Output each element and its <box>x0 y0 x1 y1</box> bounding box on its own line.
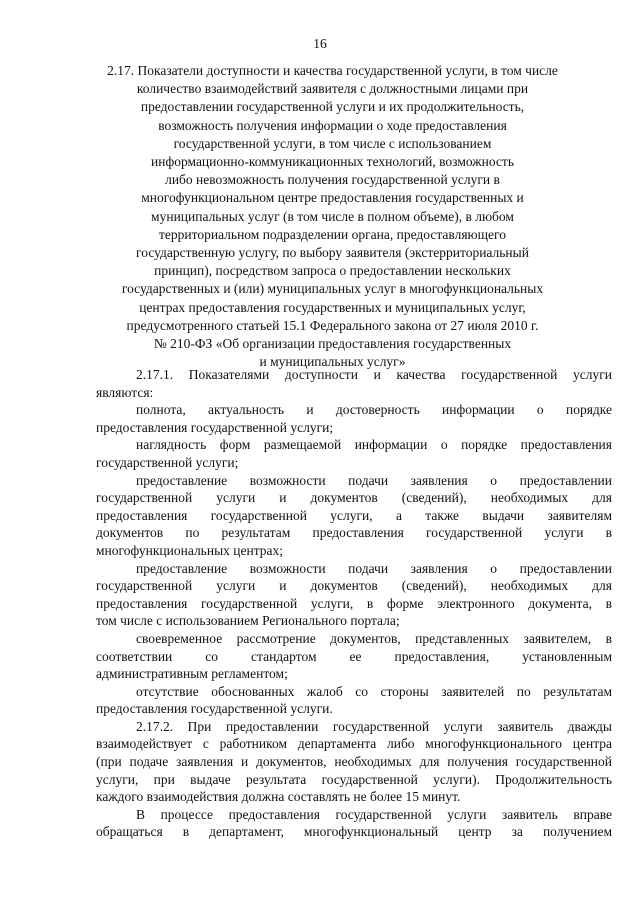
heading-line: количество взаимодействий заявителя с должностными лицами при <box>136 81 529 97</box>
text-line: предоставления государственной услуги, а также выдачи заявителям <box>96 507 612 523</box>
heading-line: предусмотренного статьей 15.1 Федерального закона от 27 июля 2010 г. <box>126 317 539 333</box>
heading-line: либо невозможность получения государственной услуги в <box>165 172 500 188</box>
text-line: обращаться в департамент, многофункциональный центр за получением <box>96 824 612 840</box>
section-heading <box>80 62 585 371</box>
text-line: государственной услуги и документов (сведений), необходимых для <box>96 490 612 506</box>
heading-line: предоставлении государственной услуги и их продолжительность, <box>140 99 525 115</box>
text-line: 2.17.1. Показателями доступности и качества государственной услуги <box>136 367 612 382</box>
page-number: 16 <box>313 36 327 51</box>
heading-line: многофункциональном центре предоставления государственных и <box>141 190 524 206</box>
heading-line: информационно-коммуникационных технологий, возможность <box>151 154 514 170</box>
text-line: административным регламентом; <box>96 666 288 682</box>
heading-line: муниципальных услуг (в том числе в полном объеме), в любом <box>151 208 514 224</box>
list-item <box>96 436 612 471</box>
text-line: предоставление возможности подачи заявления о предоставлении <box>136 560 612 576</box>
text-line: государственной услуги; <box>96 454 239 470</box>
text-line: каждого взаимодействия должна составлять не более 15 минут. <box>96 789 461 805</box>
heading-line: государственной услуги, в том числе с использованием <box>173 135 492 151</box>
text-line: услуги, при выдаче результата государственной услуги). Продолжительность <box>96 771 612 787</box>
text-line: государственной услуги и документов (сведений), необходимых для <box>96 578 612 594</box>
heading-line: 2.17. Показатели доступности и качества государственной услуги, в том числе <box>107 63 558 78</box>
list-item <box>96 630 612 683</box>
heading-line: государственных и (или) муниципальных услуг в многофункциональных <box>121 281 544 297</box>
text-line: В процессе предоставления государственной услуги заявитель вправе <box>136 806 612 822</box>
heading-line: и муниципальных услуг» <box>259 354 406 370</box>
text-line: являются: <box>96 384 154 400</box>
paragraph-2-17-2 <box>96 718 612 806</box>
text-line: отсутствие обоснованных жалоб со стороны заявителей по результатам <box>136 683 612 699</box>
text-line: многофункциональных центрах; <box>96 542 284 558</box>
text-line: предоставления государственной услуги; <box>96 419 334 435</box>
heading-line: возможность получения информации о ходе предоставления <box>158 117 507 133</box>
text-line: предоставление возможности подачи заявления о предоставлении <box>136 472 612 488</box>
text-line: полнота, актуальность и достоверность информации о порядке <box>136 402 612 418</box>
list-item <box>96 683 612 718</box>
heading-line: территориальном подразделении органа, предоставляющего <box>159 226 506 242</box>
text-line: предоставления государственной услуги. <box>96 701 333 717</box>
heading-line: принцип), посредством запроса о предоставлении нескольких <box>154 263 511 279</box>
heading-line: центрах предоставления государственных и муниципальных услуг, <box>139 299 526 315</box>
text-line: (при подаче заявления и документов, необходимых для получения государственной <box>96 754 612 770</box>
paragraph-process <box>96 806 612 841</box>
heading-line: № 210-ФЗ «Об организации предоставления государственных <box>153 336 512 352</box>
text-line: предоставления государственной услуги, в форме электронного документа, в <box>96 595 612 611</box>
text-line: документов по результатам предоставления государственной услуги в <box>96 525 612 541</box>
list-item <box>96 401 612 436</box>
text-line: соответствии со стандартом ее предоставления, установленным <box>96 648 612 664</box>
list-item <box>96 472 612 560</box>
text-line: том числе с использованием Регионального портала; <box>96 613 400 629</box>
text-line: наглядность форм размещаемой информации о порядке предоставления <box>136 437 612 453</box>
text-line: своевременное рассмотрение документов, представленных заявителем, в <box>136 630 612 646</box>
document-body <box>96 366 612 841</box>
list-item <box>96 560 612 630</box>
paragraph-2-17-1 <box>96 366 612 401</box>
text-line: взаимодействует с работником департамента либо многофункционального центра <box>96 736 612 752</box>
heading-line: государственную услугу, по выбору заявителя (экстерриториальный <box>136 245 529 261</box>
text-line: 2.17.2. При предоставлении государственной услуги заявитель дважды <box>136 718 612 734</box>
